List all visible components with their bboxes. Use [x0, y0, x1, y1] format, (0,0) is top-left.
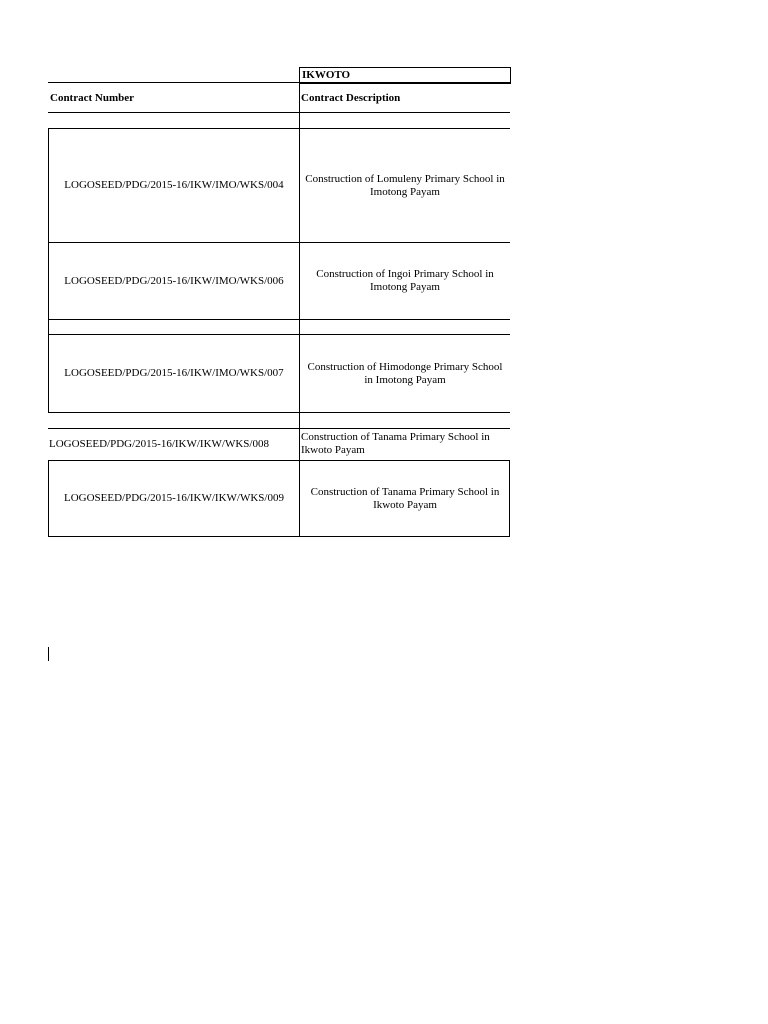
- contract-number-cell[interactable]: LOGOSEED/PDG/2015-16/IKW/IMO/WKS/006: [64, 274, 284, 287]
- contract-description-cell[interactable]: Construction of Tanama Primary School in Ikwoto Payam: [310, 485, 500, 511]
- table-left-border: [48, 334, 49, 412]
- contract-description-cell[interactable]: Construction of Tanama Primary School in Ikwoto Payam: [301, 431, 490, 456]
- row-border: [48, 412, 510, 413]
- contract-number-cell[interactable]: LOGOSEED/PDG/2015-16/IKW/IKW/WKS/008: [49, 437, 269, 450]
- column-divider: [299, 112, 300, 537]
- contract-description-cell[interactable]: Construction of Himodonge Primary School in Imotong Payam: [307, 360, 503, 386]
- header-contract-number[interactable]: Contract Number: [50, 92, 135, 104]
- contract-number-cell[interactable]: LOGOSEED/PDG/2015-16/IKW/IKW/WKS/009: [64, 492, 284, 504]
- text-cursor: [48, 647, 49, 661]
- contract-number-cell[interactable]: LOGOSEED/PDG/2015-16/IKW/IMO/WKS/007: [64, 367, 284, 379]
- contract-number-cell[interactable]: LOGOSEED/PDG/2015-16/IKW/IMO/WKS/004: [64, 179, 284, 191]
- table-left-border: [48, 128, 49, 242]
- contract-description-cell[interactable]: Construction of Lomuleny Primary School in Imotong Payam: [305, 172, 505, 198]
- table-left-border: [48, 460, 49, 537]
- contract-description-cell[interactable]: Construction of Ingoi Primary School in Imotong Payam: [316, 268, 494, 293]
- table-left-border: [48, 319, 49, 335]
- row-border: [48, 319, 510, 320]
- header-top-border: [48, 82, 510, 83]
- region-title[interactable]: IKWOTO: [299, 67, 511, 84]
- table-bottom-border: [48, 536, 510, 537]
- column-divider: [299, 82, 300, 113]
- table-left-border: [48, 242, 49, 320]
- table-right-border: [509, 460, 510, 537]
- header-contract-description[interactable]: Contract Description: [301, 92, 401, 104]
- header-bottom-border: [48, 112, 510, 113]
